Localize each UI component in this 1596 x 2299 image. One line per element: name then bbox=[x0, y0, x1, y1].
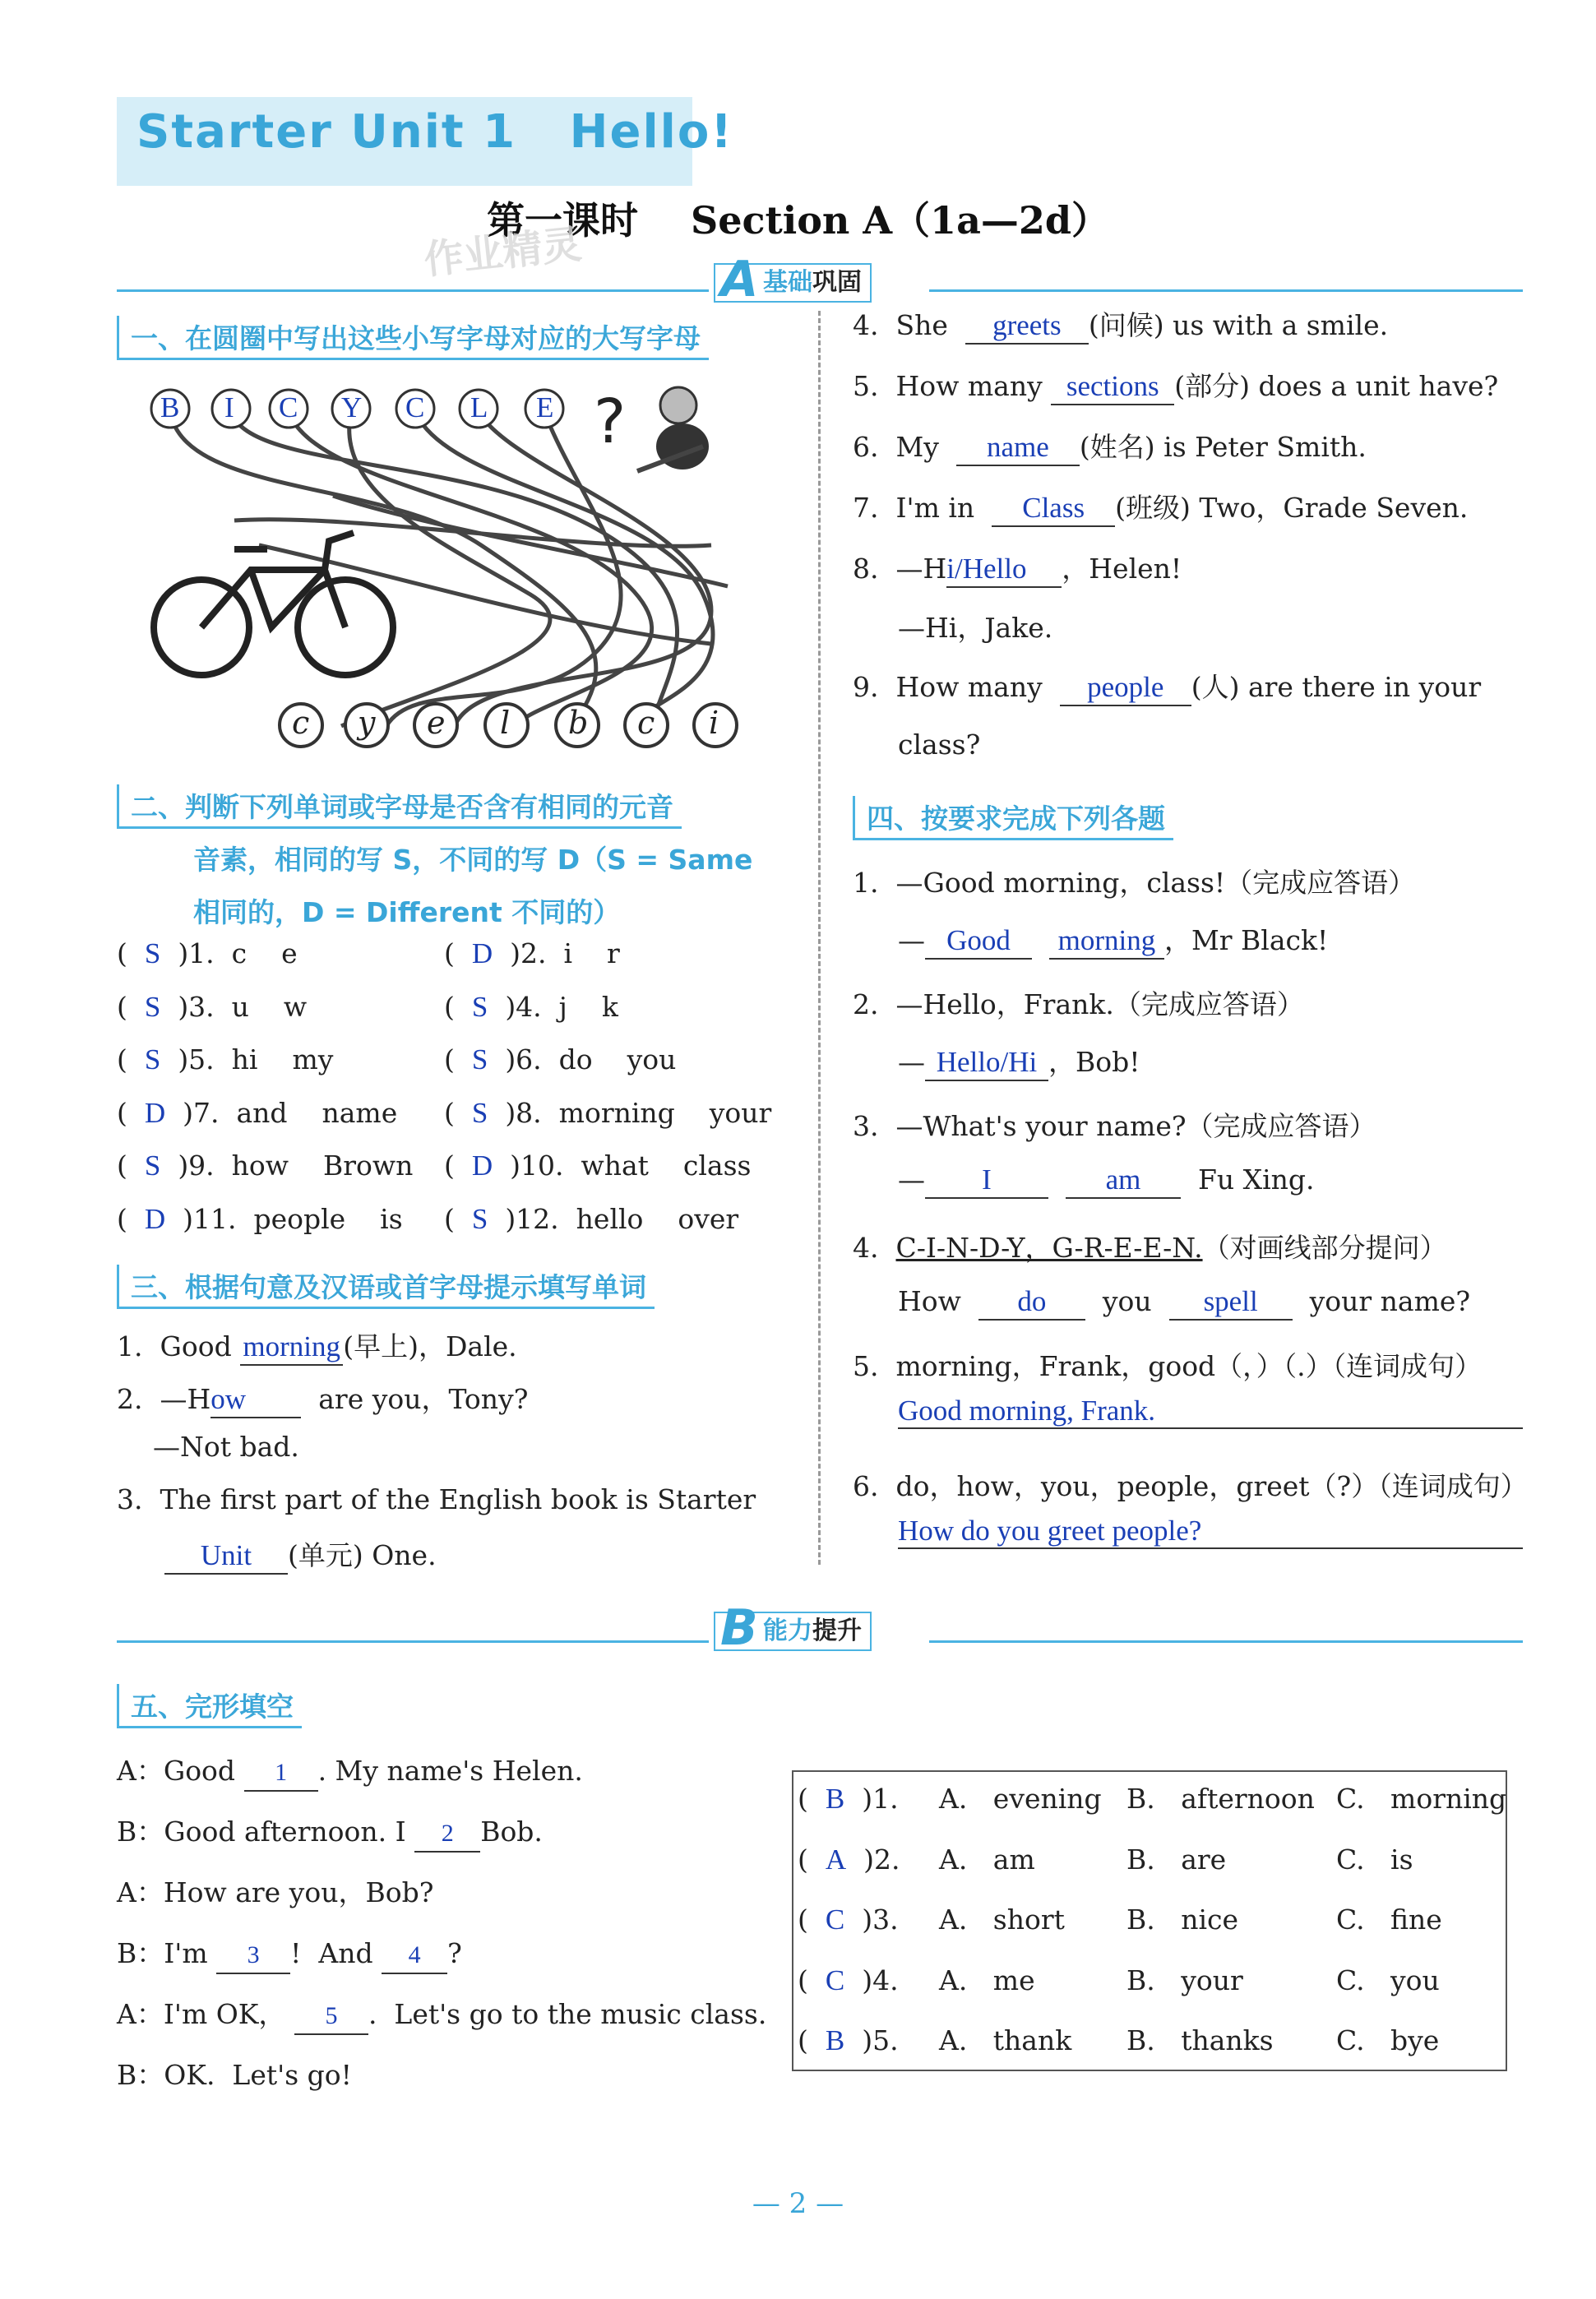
top-letter-7: E bbox=[536, 391, 554, 423]
judge-item: ( S )8. morning your bbox=[444, 1096, 772, 1129]
section-2-title: 二、判断下列单词或字母是否含有相同的元音 bbox=[117, 784, 682, 829]
s4-q6-answer: How do you greet people? bbox=[898, 1515, 1202, 1547]
judge-item: ( D )7. and name bbox=[117, 1096, 398, 1129]
s3-q2-answer: ow bbox=[210, 1382, 301, 1418]
choice-answer: C bbox=[825, 1903, 845, 1936]
judge-answer: D bbox=[471, 1150, 493, 1182]
band-a-label1: 基础 bbox=[763, 268, 812, 297]
s4-q3-answer1: I bbox=[925, 1163, 1048, 1199]
choice-row: ( B )5. bbox=[798, 2024, 899, 2056]
judge-item: ( D )2. i r bbox=[444, 937, 620, 969]
choice-answer: A bbox=[825, 1843, 847, 1876]
judge-answer: D bbox=[144, 1202, 166, 1235]
bottom-letter-2: y bbox=[358, 705, 376, 741]
bottom-letter-4: l bbox=[500, 705, 511, 741]
s4-q5-answer: Good morning, Frank. bbox=[898, 1395, 1156, 1427]
s4-q1-answer1: Good bbox=[925, 923, 1032, 960]
section-4-title: 四、按要求完成下列各题 bbox=[853, 796, 1173, 840]
choice-b: B. afternoon bbox=[1126, 1783, 1315, 1815]
bicycle-icon bbox=[154, 533, 393, 675]
s4-q6: 6. do，how，you，people，greet（?）（连词成句） bbox=[853, 1470, 1528, 1502]
choice-a: A. short bbox=[939, 1903, 1065, 1936]
band-a-line-right bbox=[929, 289, 1523, 292]
choice-b: B. nice bbox=[1126, 1903, 1239, 1936]
judge-answer: S bbox=[471, 1043, 488, 1075]
choice-answer: B bbox=[825, 1783, 845, 1815]
judge-answer: S bbox=[144, 1150, 161, 1182]
s4-q5-answer-line bbox=[898, 1395, 1523, 1429]
judge-answer: D bbox=[471, 937, 493, 969]
s4-q4-answer1: do bbox=[978, 1284, 1085, 1321]
judge-item: ( S )9. how Brown bbox=[117, 1150, 414, 1182]
dialog-line: B：I'm 3 ! And 4 ? bbox=[117, 1932, 462, 1974]
s3-q2: 2. —How are you，Tony? bbox=[117, 1378, 528, 1418]
s3-q1-answer: morning bbox=[240, 1330, 343, 1366]
s4-q2-answer-line: — Hello/Hi ，Bob! bbox=[898, 1041, 1140, 1081]
choice-a: A. evening bbox=[939, 1783, 1102, 1815]
s3-q8-answer: i/Hello bbox=[946, 552, 1062, 588]
s4-q1: 1. —Good morning，class!（完成应答语） bbox=[853, 867, 1416, 899]
s4-q4-answer2: spell bbox=[1169, 1284, 1293, 1321]
judge-answer: S bbox=[471, 990, 488, 1023]
s4-q1-answer2: morning bbox=[1049, 923, 1164, 960]
bottom-letter-7: i bbox=[709, 705, 719, 741]
bottom-letter-5: b bbox=[568, 705, 589, 741]
section-2-title-line3: 相同的，D = Different 不同的） bbox=[193, 896, 621, 928]
judge-answer: S bbox=[471, 1096, 488, 1129]
judge-item: ( S )6. do you bbox=[444, 1043, 677, 1075]
choice-b: B. are bbox=[1126, 1843, 1227, 1876]
band-b-line-left bbox=[117, 1640, 709, 1643]
s4-q4: 4. C-I-N-D-Y，G-R-E-E-N.（对画线部分提问） bbox=[853, 1232, 1447, 1264]
top-letter-4: Y bbox=[341, 391, 363, 423]
choice-c: C. bye bbox=[1336, 2024, 1440, 2056]
s4-q2-answer: Hello/Hi bbox=[925, 1045, 1048, 1081]
choice-answer: C bbox=[825, 1964, 845, 1996]
s3-q6: 6. My name (姓名) is Peter Smith. bbox=[853, 426, 1367, 466]
choice-c: C. is bbox=[1336, 1843, 1413, 1876]
page-number: — 2 — bbox=[752, 2187, 844, 2220]
top-letter-3: C bbox=[279, 391, 298, 423]
top-letter-2: I bbox=[224, 391, 234, 423]
s4-q2: 2. —Hello，Frank.（完成应答语） bbox=[853, 988, 1304, 1020]
s4-q5: 5. morning，Frank，good（，）（.）（连词成句） bbox=[853, 1350, 1483, 1382]
s3-q9-line2: class? bbox=[898, 729, 981, 761]
dialog-line: B：OK. Let's go! bbox=[117, 2059, 352, 2091]
s3-q7: 7. I'm in Class (班级) Two，Grade Seven. bbox=[853, 487, 1468, 527]
band-b-line-right bbox=[929, 1640, 1523, 1643]
s3-q2-reply: —Not bad. bbox=[153, 1431, 299, 1463]
s4-q1-answer-line: — Good morning ，Mr Black! bbox=[898, 919, 1328, 960]
choice-c: C. you bbox=[1336, 1964, 1440, 1996]
choice-row: ( B )1. bbox=[798, 1783, 899, 1815]
band-b-label bbox=[714, 1599, 872, 1657]
judge-answer: S bbox=[144, 1043, 161, 1075]
top-letter-5: C bbox=[405, 391, 425, 423]
band-b-label2: 提升 bbox=[812, 1617, 862, 1645]
judge-item: ( S )5. hi my bbox=[117, 1043, 334, 1075]
s3-q7-answer: Class bbox=[992, 491, 1115, 527]
choice-row: ( C )4. bbox=[798, 1964, 899, 1996]
dialog-line: A：How are you，Bob? bbox=[117, 1876, 434, 1908]
judge-item: ( S )12. hello over bbox=[444, 1202, 739, 1235]
s4-q3: 3. —What's your name?（完成应答语） bbox=[853, 1110, 1376, 1142]
s3-q9: 9. How many people (人) are there in your bbox=[853, 666, 1481, 706]
choice-c: C. fine bbox=[1336, 1903, 1442, 1936]
s3-q3-line2: Unit (单元) One. bbox=[164, 1534, 437, 1575]
watermark: 作业精灵 bbox=[422, 221, 584, 284]
column-divider bbox=[818, 311, 821, 1565]
choice-a: A. am bbox=[939, 1843, 1035, 1876]
s3-q4-answer: greets bbox=[965, 308, 1089, 345]
s3-q5: 5. How many sections (部分) does a unit have? bbox=[853, 365, 1498, 405]
section-1-title: 一、在圆圈中写出这些小写字母对应的大写字母 bbox=[117, 316, 709, 360]
dialog-line: B：Good afternoon. I 2 Bob. bbox=[117, 1811, 543, 1853]
top-letter-1: B bbox=[160, 391, 180, 423]
judge-item: ( D )10. what class bbox=[444, 1150, 752, 1182]
choice-a: A. me bbox=[939, 1964, 1035, 1996]
mouse-mascot-icon bbox=[637, 387, 709, 471]
s3-q9-answer: people bbox=[1060, 670, 1191, 706]
band-a-letter: A bbox=[720, 251, 759, 308]
judge-answer: S bbox=[144, 990, 161, 1023]
dialog-line: A：I'm OK， 5 . Let's go to the music class. bbox=[117, 1993, 766, 2035]
judge-answer: D bbox=[144, 1096, 166, 1129]
section-5-title: 五、完形填空 bbox=[117, 1684, 302, 1728]
judge-answer: S bbox=[471, 1202, 488, 1235]
bottom-letter-6: c bbox=[637, 705, 655, 741]
band-a-label bbox=[714, 251, 872, 308]
s3-q1: 1. Good morning(早上)，Dale. bbox=[117, 1325, 517, 1366]
s3-q8-reply: —Hi，Jake. bbox=[898, 612, 1053, 644]
choice-b: B. thanks bbox=[1126, 2024, 1274, 2056]
s3-q8: 8. —Hi/Hello ，Helen! bbox=[853, 548, 1182, 588]
band-b-letter: B bbox=[720, 1599, 758, 1657]
top-letter-6: L bbox=[470, 391, 488, 423]
s4-q3-answer2: am bbox=[1066, 1163, 1181, 1199]
s3-q3: 3. The first part of the English book is Starter bbox=[117, 1483, 756, 1515]
choice-b: B. your bbox=[1126, 1964, 1243, 1996]
section-3-title: 三、根据句意及汉语或首字母提示填写单词 bbox=[117, 1265, 655, 1309]
judge-item: ( S )1. c e bbox=[117, 937, 298, 969]
band-a-line-left bbox=[117, 289, 709, 292]
judge-item: ( D )11. people is bbox=[117, 1202, 403, 1235]
band-a-label2: 巩固 bbox=[812, 268, 862, 297]
s3-q4: 4. She greets (问候) us with a smile. bbox=[853, 304, 1388, 345]
choice-row: ( C )3. bbox=[798, 1903, 899, 1936]
s3-q6-answer: name bbox=[956, 430, 1080, 466]
lesson-title: 第一课时 Section A（1a—2d） bbox=[486, 198, 1110, 243]
judge-item: ( S )3. u w bbox=[117, 990, 308, 1023]
s4-q3-answer-line: — I am Fu Xing. bbox=[898, 1163, 1315, 1199]
s3-q5-answer: sections bbox=[1051, 369, 1174, 405]
choice-c: C. morning bbox=[1336, 1783, 1507, 1815]
choice-a: A. thank bbox=[939, 2024, 1072, 2056]
band-b-label1: 能力 bbox=[763, 1617, 812, 1645]
choice-answer: B bbox=[825, 2024, 845, 2056]
top-letter-circles bbox=[136, 381, 629, 430]
bottom-letter-1: c bbox=[292, 705, 310, 741]
s3-q3-answer: Unit bbox=[164, 1538, 288, 1575]
bottom-letter-3: e bbox=[427, 705, 446, 741]
judge-answer: S bbox=[144, 937, 161, 969]
s4-q6-answer-line bbox=[898, 1515, 1523, 1549]
question-mark: ? bbox=[594, 386, 627, 457]
unit-title: Starter Unit 1 Hello! bbox=[136, 105, 733, 159]
dialog-line: A：Good 1 . My name's Helen. bbox=[117, 1750, 583, 1792]
choice-row: ( A )2. bbox=[798, 1843, 900, 1876]
judge-item: ( S )4. j k bbox=[444, 990, 618, 1023]
s4-q4-underlined: C-I-N-D-Y，G-R-E-E-N. bbox=[895, 1232, 1203, 1264]
s4-q4-answer-line: How do you spell your name? bbox=[898, 1284, 1470, 1321]
section-2-title-line2: 音素，相同的写 S，不同的写 D（S = Same bbox=[193, 844, 753, 876]
